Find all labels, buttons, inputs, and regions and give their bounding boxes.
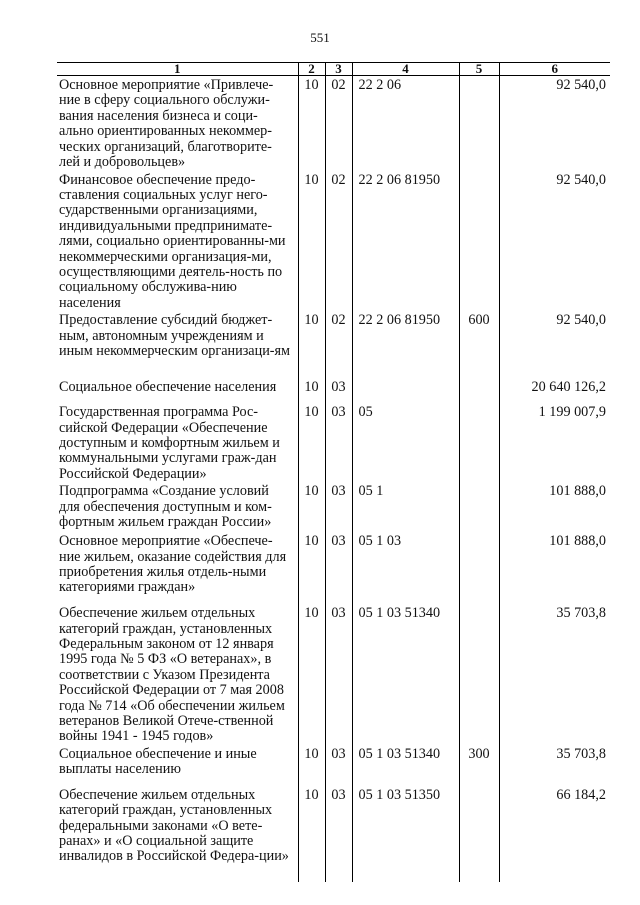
row-expense-type: 600: [459, 311, 499, 378]
row-subsection: 03: [325, 604, 352, 745]
row-target-article: 05: [352, 403, 459, 482]
row-target-article: 22 2 06 81950: [352, 311, 459, 378]
row-amount: 35 703,8: [499, 745, 610, 786]
row-target-article: 05 1 03 51340: [352, 604, 459, 745]
row-section: 10: [298, 532, 325, 604]
row-amount: 92 540,0: [499, 76, 610, 171]
budget-table: [57, 62, 610, 882]
row-section: 10: [298, 378, 325, 403]
row-section: 10: [298, 786, 325, 882]
row-subsection: 03: [325, 745, 352, 786]
row-target-article: 05 1 03 51340: [352, 745, 459, 786]
row-section: 10: [298, 76, 325, 171]
row-name: Обеспечение жильем отдельных категорий граждан, установленных федеральными законами «О вете-ранах» и «О социальной защите инвалидов в Российской Федера-ции»: [59, 786, 289, 865]
row-name: Социальное обеспечение и иные выплаты населению: [59, 745, 257, 778]
row-section: 10: [298, 403, 325, 482]
row-subsection: 03: [325, 403, 352, 482]
row-expense-type: [459, 604, 499, 745]
row-name: Предоставление субсидий бюджет-ным, автономным учреждениям и иным некоммерческим организаци-ям: [59, 312, 291, 359]
row-expense-type: [459, 171, 499, 312]
row-expense-type: [459, 76, 499, 171]
row-amount: 101 888,0: [499, 532, 610, 604]
row-section: 10: [298, 482, 325, 532]
table-row: [57, 76, 610, 171]
row-expense-type: [459, 403, 499, 482]
row-amount: 1 199 007,9: [499, 403, 610, 482]
column-header: 4: [352, 63, 459, 76]
row-target-article: 05 1 03: [352, 532, 459, 604]
table-row: [57, 378, 610, 403]
row-subsection: 02: [325, 171, 352, 312]
row-section: 10: [298, 171, 325, 312]
row-section: 10: [298, 311, 325, 378]
page-number: 551: [310, 30, 330, 45]
row-subsection: 03: [325, 378, 352, 403]
row-name: Основное мероприятие «Обеспече-ние жильем, оказание содействия для приобретения жилья отдель-ными категориями граждан»: [59, 533, 287, 596]
row-target-article: 22 2 06: [352, 76, 459, 171]
row-amount: 20 640 126,2: [499, 378, 610, 403]
table-row: [57, 311, 610, 378]
header-row: [57, 63, 610, 76]
table-row: [57, 786, 610, 882]
table-row: [57, 482, 610, 532]
row-expense-type: 300: [459, 745, 499, 786]
row-subsection: 03: [325, 786, 352, 882]
row-subsection: 03: [325, 482, 352, 532]
row-expense-type: [459, 482, 499, 532]
row-expense-type: [459, 532, 499, 604]
row-target-article: 22 2 06 81950: [352, 171, 459, 312]
table-header: [57, 63, 610, 76]
table-row: [57, 745, 610, 786]
row-subsection: 03: [325, 532, 352, 604]
row-expense-type: [459, 786, 499, 882]
column-header: 5: [459, 63, 499, 76]
row-expense-type: [459, 378, 499, 403]
column-header: 1: [57, 63, 298, 76]
row-name: Подпрограмма «Создание условий для обеспечения доступным и ком-фортным жильем граждан России»: [59, 483, 272, 530]
table-row: [57, 532, 610, 604]
row-amount: 66 184,2: [499, 786, 610, 882]
row-target-article: [352, 378, 459, 403]
column-header: 6: [499, 63, 610, 76]
row-name: Государственная программа Рос-сийской Федерации «Обеспечение доступным и комфортным жильем и коммунальными услугами граж-дан Российской Федерации»: [59, 404, 280, 482]
row-section: 10: [298, 745, 325, 786]
row-name: Обеспечение жильем отдельных категорий граждан, установленных Федеральным законом от 12 января 1995 года № 5 ФЗ «О ветеранах», в соответствии с Указом Президента Российской Федерации от 7 мая 2008 года № 714 «Об обеспечении жильем ветеранов Великой Отече-ственной войны 1941 - 1945 годов»: [59, 605, 285, 745]
row-section: 10: [298, 604, 325, 745]
table-row: [57, 604, 610, 745]
row-amount: 35 703,8: [499, 604, 610, 745]
row-target-article: 05 1 03 51350: [352, 786, 459, 882]
column-header: 2: [298, 63, 325, 76]
row-subsection: 02: [325, 76, 352, 171]
row-name: Финансовое обеспечение предо-ставления социальных услуг него-сударственными организациями, индивидуальными предпринимате-лями, социально ориентированны-ми некоммерческими организация-ми, осуществляющими деятель-ность по социальному обслужива-нию населения: [59, 171, 286, 311]
row-target-article: 05 1: [352, 482, 459, 532]
row-amount: 92 540,0: [499, 311, 610, 378]
row-amount: 92 540,0: [499, 171, 610, 312]
row-amount: 101 888,0: [499, 482, 610, 532]
table-row: [57, 171, 610, 312]
row-name: Социальное обеспечение населения: [59, 379, 277, 396]
row-name: Основное мероприятие «Привлече-ние в сферу социального обслужи-вания населения бизнеса и соци-ально ориентированных некоммер-ческих организаций, благотворите-лей и добровольцев»: [59, 77, 274, 171]
table-row: [57, 403, 610, 482]
row-subsection: 02: [325, 311, 352, 378]
table-body: [57, 76, 610, 882]
column-header: 3: [325, 63, 352, 76]
